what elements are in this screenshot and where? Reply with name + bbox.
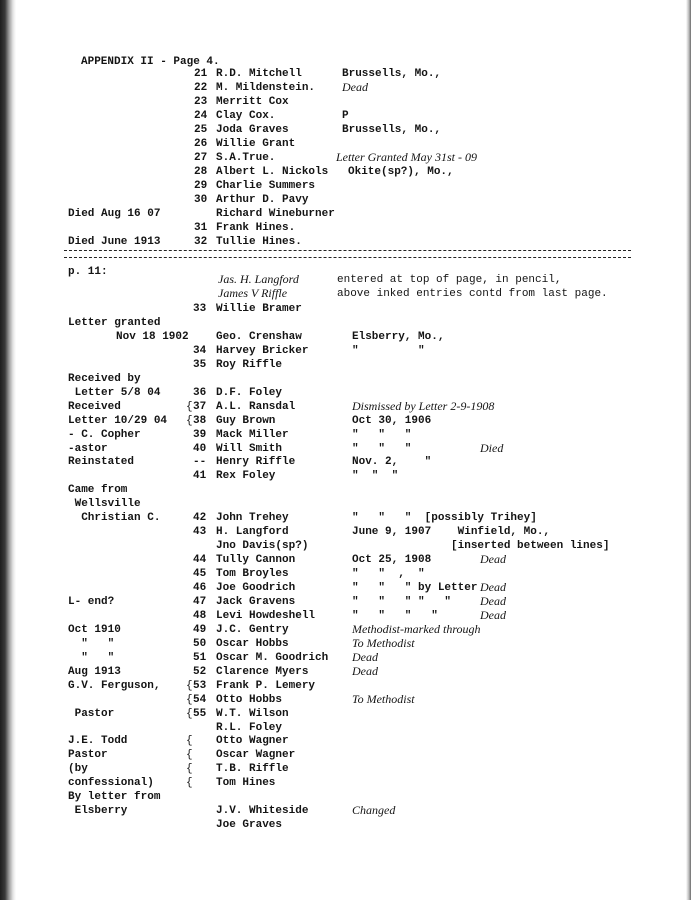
entry-name: Merritt Cox bbox=[216, 96, 289, 108]
entry-note: Letter Granted May 31st - 09 bbox=[336, 150, 477, 164]
entry-name: Richard Wineburner bbox=[216, 208, 335, 220]
ledger-number: 41 bbox=[193, 470, 207, 482]
ledger-remark: Oct 25, 1908 bbox=[352, 554, 432, 566]
ledger-remark: Methodist-marked through bbox=[352, 622, 481, 636]
ledger-number: 51 bbox=[193, 652, 207, 664]
ledger-name: Otto Wagner bbox=[216, 735, 289, 747]
page-reference: p. 11: bbox=[68, 266, 108, 278]
ledger-number: 53 bbox=[193, 680, 207, 692]
ledger-name: Tom Hines bbox=[216, 777, 276, 789]
ledger-left-note: (by bbox=[68, 763, 88, 775]
ledger-remark: " " " bbox=[352, 470, 399, 482]
ledger-brace: { bbox=[186, 763, 193, 775]
ledger-left-note: Pastor bbox=[68, 708, 115, 720]
ledger-name: Joe Goodrich bbox=[216, 582, 296, 594]
ledger-name: Levi Howdeshell bbox=[216, 610, 316, 622]
ledger-left-note: -astor bbox=[68, 443, 108, 455]
ledger-left-note: Aug 1913 bbox=[68, 666, 121, 678]
ledger-left-note: J.E. Todd bbox=[68, 735, 128, 747]
ledger-number: 42 bbox=[193, 512, 207, 524]
entry-place: P bbox=[342, 110, 349, 122]
riffle-entry-name: James V Riffle bbox=[218, 286, 288, 300]
ledger-remark: Dead bbox=[352, 650, 378, 664]
ledger-name: Frank P. Lemery bbox=[216, 680, 316, 692]
ledger-name: Mack Miller bbox=[216, 429, 289, 441]
ledger-brace: { bbox=[186, 708, 193, 720]
entry-name: S.A.True. bbox=[216, 152, 276, 164]
ledger-left-note: Oct 1910 bbox=[68, 624, 121, 636]
ledger-number: 33 bbox=[193, 303, 207, 315]
ledger-number: 52 bbox=[193, 666, 207, 678]
ledger-left-note: Received bbox=[68, 401, 121, 413]
ledger-left-note: Letter 10/29 04 bbox=[68, 415, 168, 427]
ledger-remark: June 9, 1907 Winfield, Mo., bbox=[352, 526, 551, 538]
ledger-name: Will Smith bbox=[216, 443, 283, 455]
ledger-name: Tom Broyles bbox=[216, 568, 289, 580]
ledger-status: Died bbox=[480, 441, 504, 455]
riffle-entry-note: above inked entries contd from last page. bbox=[337, 288, 608, 300]
entry-num: 21 bbox=[194, 68, 208, 80]
ledger-remark: Dismissed by Letter 2-9-1908 bbox=[352, 399, 495, 413]
entry-num: 32 bbox=[194, 236, 208, 248]
ledger-remark: To Methodist bbox=[352, 636, 415, 650]
ledger-number: 39 bbox=[193, 429, 207, 441]
ledger-brace: { bbox=[186, 415, 193, 427]
scan-right-edge bbox=[686, 0, 691, 900]
entry-name: Willie Grant bbox=[216, 138, 296, 150]
ledger-number: 48 bbox=[193, 610, 207, 622]
ledger-name: Rex Foley bbox=[216, 470, 276, 482]
ledger-remark: " " " " bbox=[352, 610, 438, 622]
entry-note: Dead bbox=[342, 80, 368, 94]
ledger-left-note: Elsberry bbox=[68, 805, 128, 817]
ledger-left-note: Wellsville bbox=[68, 498, 141, 510]
ledger-remark: " " bbox=[352, 345, 425, 357]
ledger-left-note: By letter from bbox=[68, 791, 161, 803]
entry-name: Clay Cox. bbox=[216, 110, 276, 122]
ledger-remark: Oct 30, 1906 bbox=[352, 415, 432, 427]
ledger-left-note: Letter granted bbox=[68, 317, 161, 329]
ledger-name: Henry Riffle bbox=[216, 456, 296, 468]
appendix-heading: APPENDIX II - Page 4. bbox=[81, 56, 220, 68]
ledger-number: 43 bbox=[193, 526, 207, 538]
ledger-name: R.L. Foley bbox=[216, 722, 283, 734]
ledger-name: H. Langford bbox=[216, 526, 289, 538]
ledger-name: Harvey Bricker bbox=[216, 345, 309, 357]
ledger-left-note: Nov 18 1902 bbox=[116, 331, 189, 343]
entry-name: Arthur D. Pavy bbox=[216, 194, 309, 206]
ledger-number: 40 bbox=[193, 443, 207, 455]
ledger-name: Otto Hobbs bbox=[216, 694, 283, 706]
ledger-number: 37 bbox=[193, 401, 207, 413]
death-note: Died June 1913 bbox=[68, 236, 161, 248]
ledger-status: Dead bbox=[480, 608, 506, 622]
ledger-name: J.V. Whiteside bbox=[216, 805, 309, 817]
ledger-left-note: Letter 5/8 04 bbox=[68, 387, 161, 399]
ledger-number: 34 bbox=[193, 345, 207, 357]
ledger-left-note: Pastor bbox=[68, 749, 108, 761]
ledger-remark: " " " [possibly Trihey] bbox=[352, 512, 537, 524]
entry-place: Okite(sp?), Mo., bbox=[348, 166, 454, 178]
ledger-remark: " " " " " bbox=[352, 596, 452, 608]
ledger-name: Jack Gravens bbox=[216, 596, 296, 608]
entry-num: 31 bbox=[194, 222, 208, 234]
ledger-remark: Elsberry, Mo., bbox=[352, 331, 445, 343]
ledger-number: 44 bbox=[193, 554, 207, 566]
scan-left-edge bbox=[0, 0, 16, 900]
ledger-left-note: - C. Copher bbox=[68, 429, 141, 441]
ledger-name: Roy Riffle bbox=[216, 359, 283, 371]
entry-place: Brussells, Mo., bbox=[342, 124, 442, 136]
entry-name: Tullie Hines. bbox=[216, 236, 302, 248]
ledger-name: Tully Cannon bbox=[216, 554, 296, 566]
ledger-brace: { bbox=[186, 694, 193, 706]
ledger-number: 55 bbox=[193, 708, 207, 720]
ledger-left-note: " " bbox=[68, 638, 115, 650]
ledger-number: 54 bbox=[193, 694, 207, 706]
ledger-number: 49 bbox=[193, 624, 207, 636]
ledger-name: A.L. Ransdal bbox=[216, 401, 296, 413]
ledger-name: Clarence Myers bbox=[216, 666, 309, 678]
ledger-name: Jno Davis(sp?) bbox=[216, 540, 309, 552]
ledger-name: Oscar Hobbs bbox=[216, 638, 289, 650]
ledger-name: John Trehey bbox=[216, 512, 289, 524]
ledger-remark: " " " by Letter bbox=[352, 582, 478, 594]
ledger-status: Dead bbox=[480, 580, 506, 594]
ledger-number: 36 bbox=[193, 387, 207, 399]
ledger-remark: [inserted between lines] bbox=[352, 540, 610, 552]
ledger-name: T.B. Riffle bbox=[216, 763, 289, 775]
entry-place: Brussells, Mo., bbox=[342, 68, 442, 80]
ledger-status: Dead bbox=[480, 552, 506, 566]
entry-num: 29 bbox=[194, 180, 208, 192]
ledger-left-note: L- end? bbox=[68, 596, 115, 608]
death-note: Died Aug 16 07 bbox=[68, 208, 161, 220]
entry-name: M. Mildenstein. bbox=[216, 82, 316, 94]
ledger-number: 45 bbox=[193, 568, 207, 580]
entry-name: Charlie Summers bbox=[216, 180, 316, 192]
ledger-name: W.T. Wilson bbox=[216, 708, 289, 720]
ledger-name: Willie Bramer bbox=[216, 303, 302, 315]
ledger-left-note: Received by bbox=[68, 373, 141, 385]
ledger-brace: { bbox=[186, 735, 193, 747]
ledger-remark: To Methodist bbox=[352, 692, 415, 706]
ledger-remark: " " " bbox=[352, 443, 412, 455]
entry-num: 26 bbox=[194, 138, 208, 150]
ledger-brace: { bbox=[186, 401, 193, 413]
ledger-status: Dead bbox=[480, 594, 506, 608]
ledger-left-note: Christian C. bbox=[68, 512, 161, 524]
ledger-number: 50 bbox=[193, 638, 207, 650]
ledger-remark: Changed bbox=[352, 803, 396, 817]
ledger-name: D.F. Foley bbox=[216, 387, 283, 399]
ledger-brace: { bbox=[186, 749, 193, 761]
entry-num: 22 bbox=[194, 82, 208, 94]
ledger-remark: Nov. 2, " bbox=[352, 456, 432, 468]
entry-name: Albert L. Nickols bbox=[216, 166, 329, 178]
ledger-number: 47 bbox=[193, 596, 207, 608]
ledger-brace: { bbox=[186, 680, 193, 692]
entry-num: 28 bbox=[194, 166, 208, 178]
ledger-name: Geo. Crenshaw bbox=[216, 331, 302, 343]
entry-name: R.D. Mitchell bbox=[216, 68, 302, 80]
entry-num: 24 bbox=[194, 110, 208, 122]
ledger-left-note: Reinstated bbox=[68, 456, 135, 468]
ledger-left-note: Came from bbox=[68, 484, 128, 496]
ledger-number: 35 bbox=[193, 359, 207, 371]
pencil-entry-note: entered at top of page, in pencil, bbox=[337, 274, 562, 286]
entry-num: 27 bbox=[194, 152, 208, 164]
ledger-number: -- bbox=[193, 456, 207, 468]
ledger-remark: " " , " bbox=[352, 568, 425, 580]
pencil-entry-name: Jas. H. Langford bbox=[218, 272, 299, 286]
ledger-brace: { bbox=[186, 777, 193, 789]
ledger-name: J.C. Gentry bbox=[216, 624, 289, 636]
ledger-name: Oscar Wagner bbox=[216, 749, 296, 761]
divider bbox=[64, 257, 631, 258]
ledger-name: Oscar M. Goodrich bbox=[216, 652, 329, 664]
ledger-number: 46 bbox=[193, 582, 207, 594]
ledger-number: 38 bbox=[193, 415, 207, 427]
divider bbox=[64, 250, 631, 251]
entry-name: Joda Graves bbox=[216, 124, 289, 136]
entry-name: Frank Hines. bbox=[216, 222, 296, 234]
ledger-left-note: G.V. Ferguson, bbox=[68, 680, 161, 692]
ledger-left-note: confessional) bbox=[68, 777, 154, 789]
ledger-name: Joe Graves bbox=[216, 819, 283, 831]
ledger-name: Guy Brown bbox=[216, 415, 276, 427]
entry-num: 25 bbox=[194, 124, 208, 136]
entry-num: 30 bbox=[194, 194, 208, 206]
ledger-left-note: " " bbox=[68, 652, 115, 664]
entry-num: 23 bbox=[194, 96, 208, 108]
ledger-remark: " " " bbox=[352, 429, 412, 441]
ledger-remark: Dead bbox=[352, 664, 378, 678]
